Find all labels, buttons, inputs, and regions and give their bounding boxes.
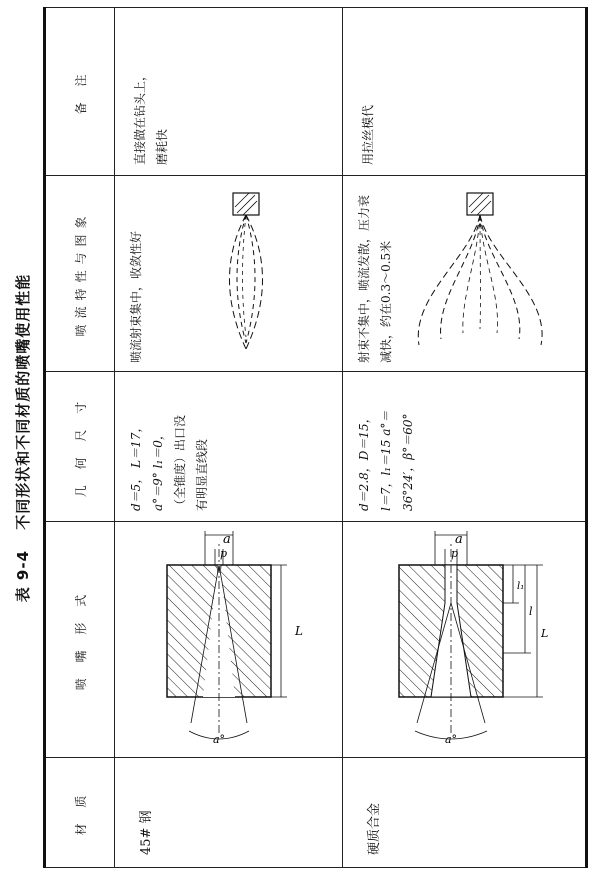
dim-label-p: p [451, 547, 459, 560]
geometry-cell [115, 372, 343, 522]
remarks-text [343, 8, 393, 175]
nozzle-diagram-carbide [347, 525, 579, 753]
nozzle-form-cell [115, 522, 343, 758]
dim-label-L: L [541, 627, 549, 640]
table-row [343, 8, 587, 868]
remark-line: 直接做在钻头上， [133, 68, 147, 165]
remarks-cell [115, 8, 343, 176]
spray-pattern-cell [115, 176, 343, 372]
dim-label-l: l [529, 605, 533, 618]
geometry-line: 36°24′，β°＝60° [401, 413, 415, 511]
remarks-cell [343, 8, 587, 176]
table-title: 不同形状和不同材质的喷嘴使用性能 [14, 273, 32, 530]
header-row [45, 8, 115, 868]
dim-label-l1: l₁ [517, 581, 525, 592]
nozzle-diagram-steel [119, 525, 335, 753]
material-text: 硬质合金 [367, 802, 382, 855]
geometry-text [115, 372, 223, 521]
header-nozzle-form: 喷 嘴 形 式 [45, 522, 115, 758]
geometry-text [343, 372, 429, 521]
material-cell [343, 758, 587, 868]
spray-description: 射束不集中，喷流发散，压力衰减快，约在0.3～0.5米 [357, 194, 393, 363]
dim-label-a: a [223, 532, 231, 547]
nozzle-performance-table [43, 7, 588, 868]
geometry-line: d＝5， L＝17， [129, 420, 143, 511]
dim-label-angle: a° [213, 733, 226, 746]
header-material: 材 质 [45, 758, 115, 868]
dim-label-L: L [295, 624, 303, 638]
header-spray-pattern: 喷流特性与图象 [45, 176, 115, 372]
nozzle-form-cell [343, 522, 587, 758]
remark-line: 磨耗快 [155, 128, 169, 165]
geometry-line: d＝2.8，D＝15， [357, 411, 371, 511]
table-number: 表 9-4 [14, 549, 32, 603]
geometry-line: （全锥度）出口没 [173, 414, 187, 511]
geometry-line: 有明显直线段 [195, 438, 209, 511]
dim-label-angle: a° [445, 733, 458, 746]
dim-label-a: a [455, 532, 463, 547]
table-row [115, 8, 343, 868]
remark-line: 用拉丝模代 [361, 104, 375, 165]
material-cell [115, 758, 343, 868]
spray-image-carbide [401, 187, 561, 357]
spray-pattern-cell [343, 176, 587, 372]
spray-description: 喷流射束集中，收敛性好 [129, 230, 143, 363]
dim-label-p: p [220, 547, 228, 560]
spray-image-steel [173, 187, 323, 357]
material-text: 45# 钢 [139, 810, 154, 855]
remarks-text [115, 8, 187, 175]
header-remarks: 备 注 [45, 8, 115, 176]
geometry-line: l＝7，l₁＝15 a°＝ [379, 410, 393, 511]
header-geometry: 几 何 尺 寸 [45, 372, 115, 522]
geometry-line: a°＝9° l₁＝0， [151, 428, 165, 511]
table-caption [12, 0, 36, 876]
geometry-cell [343, 372, 587, 522]
